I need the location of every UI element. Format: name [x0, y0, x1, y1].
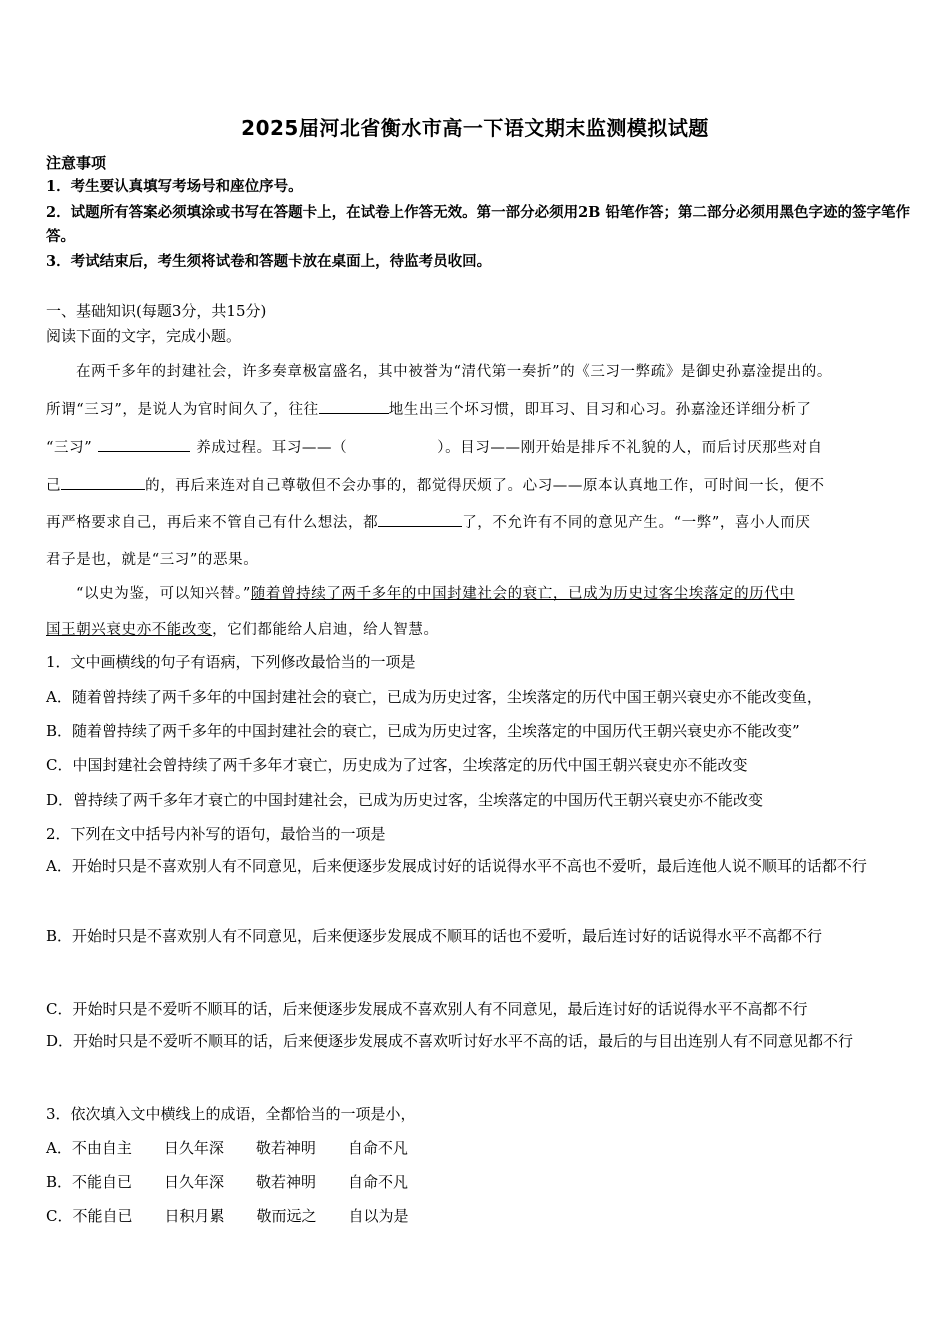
- blank-3: [61, 475, 145, 490]
- question-3-option-c: C．不能自已 日积月累 敬而远之 自以为是: [46, 1207, 409, 1225]
- blank-2: [98, 437, 190, 452]
- exam-title: 2025届河北省衡水市高一下语文期末监测模拟试题: [241, 116, 709, 140]
- reading-instruction: 阅读下面的文字，完成小题。: [46, 327, 242, 345]
- question-1-option-a: A．随着曾持续了两千多年的中国封建社会的衰亡，已成为历史过客，尘埃落定的历代中国王朝兴衰史亦不能改变鱼，: [46, 688, 822, 706]
- question-2-option-a: A．开始时只是不喜欢别人有不同意见，后来便逐步发展成讨好的话说得水平不高也不爱听，最后连他人说不顺耳的话都不行: [46, 857, 867, 875]
- question-1-stem: 1．文中画横线的句子有语病，下列修改最恰当的一项是: [46, 653, 416, 671]
- question-2-option-c: C．开始时只是不爱听不顺耳的话，后来便逐步发展成不喜欢别人有不同意见，最后连讨好的话说得水平不高都不行: [46, 1000, 808, 1018]
- blank-1: [319, 399, 389, 414]
- passage-line-1: 在两千多年的封建社会，许多奏章极富盛名，其中被誉为“清代第一奏折”的《三习一弊疏》是御史孙嘉淦提出的。: [76, 364, 832, 380]
- question-3-option-b: B．不能自已 日久年深 敬若神明 自命不凡: [46, 1173, 409, 1191]
- question-3-option-a: A．不由自主 日久年深 敬若神明 自命不凡: [46, 1139, 408, 1157]
- question-1-option-c: C．中国封建社会曾持续了两千多年才衰亡，历史成为了过客，尘埃落定的历代中国王朝兴衰史亦不能改变: [46, 756, 748, 774]
- passage-line-4: 己 的，再后来连对自己尊敬但不会办事的，都觉得厌烦了。心习——原本认真地工作，可时间一长，便不: [46, 474, 910, 495]
- underlined-sentence-part-2: 国王朝兴衰史亦不能改变: [46, 622, 213, 638]
- blank-4: [378, 512, 462, 527]
- question-3-stem: 3．依次填入文中横线上的成语，全都恰当的一项是小，: [46, 1105, 416, 1123]
- passage-line-5: 再严格要求自己，再后来不管自己有什么想法，都 了，不允许有不同的意见产生。“一弊”，喜小人而厌: [46, 511, 910, 532]
- passage-line-6: 君子是也，就是“三习”的恶果。: [46, 552, 259, 568]
- question-1-option-b: B．随着曾持续了两千多年的中国封建社会的衰亡，已成为历史过客，尘埃落定的中国历代王朝兴衰史亦不能改变”: [46, 722, 800, 740]
- section-heading: 一、基础知识(每题3分，共15分): [46, 302, 267, 320]
- question-2-option-d: D．开始时只是不爱听不顺耳的话，后来便逐步发展成不喜欢听讨好水平不高的话，最后的与目出连别人有不同意见都不行: [46, 1032, 854, 1050]
- question-2-option-b: B．开始时只是不喜欢别人有不同意见，后来便逐步发展成不顺耳的话也不爱听，最后连讨好的话说得水平不高都不行: [46, 927, 823, 945]
- notice-item-3: 3．考试结束后，考生须将试卷和答题卡放在桌面上，待监考员收回。: [46, 253, 492, 270]
- underlined-sentence-part-1: 随着曾持续了两千多年的中国封建社会的衰亡，已成为历史过客尘埃落定的历代中: [250, 586, 795, 602]
- notice-item-1: 1．考生要认真填写考场号和座位序号。: [46, 178, 303, 195]
- passage-line-3: “三习” 养成过程。耳习——（ ）。目习——刚开始是排斥不礼貌的人，而后讨厌那些对自: [46, 436, 910, 457]
- question-2-stem: 2．下列在文中括号内补写的语句，最恰当的一项是: [46, 825, 386, 843]
- notice-heading: 注意事项: [46, 154, 107, 172]
- passage-line-7: “以史为鉴，可以知兴替。”随着曾持续了两千多年的中国封建社会的衰亡，已成为历史过客尘埃落定的历代中: [76, 586, 795, 602]
- question-1-option-d: D．曾持续了两千多年才衰亡的中国封建社会，已成为历史过客，尘埃落定的中国历代王朝兴衰史亦不能改变: [46, 791, 764, 809]
- notice-item-2: 2．试题所有答案必须填涂或书写在答题卡上，在试卷上作答无效。第一部分必须用2B 铅笔作答；第二部分必须用黑色字迹的签字笔作答。: [46, 204, 910, 245]
- passage-line-8: 国王朝兴衰史亦不能改变，它们都能给人启迪，给人智慧。: [46, 622, 439, 638]
- passage-line-2: 所谓“三习”，是说人为官时间久了，往往 地生出三个坏习惯，即耳习、目习和心习。孙嘉淦还详细分析了: [46, 398, 910, 419]
